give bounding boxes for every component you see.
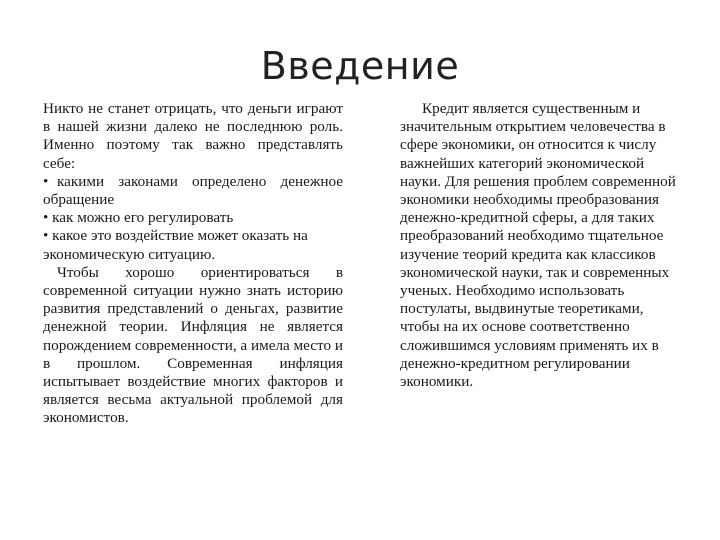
bullet-text: какое это воздействие может оказать на экономическую ситуацию. — [43, 227, 308, 263]
slide-title: Введение — [260, 44, 460, 88]
right-column — [400, 100, 676, 391]
bullet-item-3 — [43, 227, 343, 263]
bullet-mark: • — [43, 209, 49, 227]
credit-paragraph: Кредит является существенным и значительным открытием человечества в сфере экономики, он относится к числу важнейших категорий экономической науки. Для решения проблем современной экономики необходимы преобразования денежно-кредитной сферы, а для таких преобразований необходимо тщательное изучение теорий кредита как классиков экономической науки, так и современных ученых. Необходимо использовать постулаты, выдвинутые теоретиками, чтобы на их основе соответственно сложившимся условиям применять их в денежно-кредитном регулировании экономики. — [400, 100, 676, 391]
inflation-paragraph: Чтобы хорошо ориентироваться в современной ситуации нужно знать историю развития представлений о деньгах, развитие денежной теории. Инфляция не является порождением современности, а имела место и в прошлом. Современная инфляция испытывает воздействие многих факторов и является весьма актуальной проблемой для экономистов. — [43, 263, 343, 427]
intro-paragraph: Никто не станет отрицать, что деньги играют в нашей жизни далеко не последнюю роль. Именно поэтому так важно представлять себе: — [43, 100, 343, 172]
bullet-mark: • — [43, 227, 49, 245]
bullet-mark: • — [43, 172, 49, 190]
bullet-text: какими законами определено денежное обращение — [43, 172, 343, 209]
bullet-item-1 — [43, 173, 343, 209]
bullet-text: как можно его регулировать — [52, 209, 234, 227]
left-column — [43, 100, 343, 428]
bullet-item-2 — [43, 209, 343, 227]
